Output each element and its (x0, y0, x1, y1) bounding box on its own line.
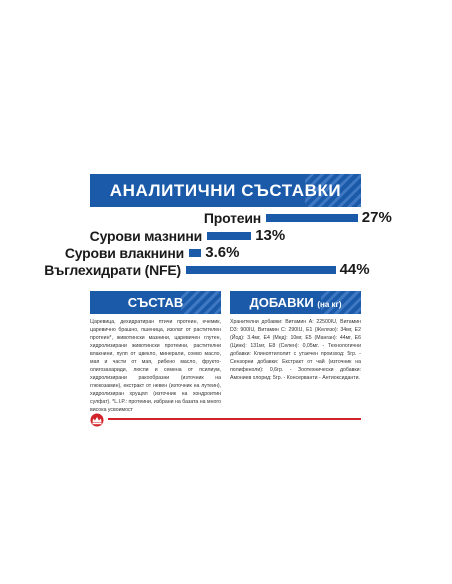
nutrient-label: Въглехидрати (NFE) (44, 262, 181, 278)
composition-title: СЪСТАВ (127, 295, 184, 310)
nutrient-value: 27% (361, 209, 392, 226)
additives-text: Хранителни добавки: Витамин А: 22500IU, Витамин D3: 900IU, Витамин С: 290IU, E1 (Желязо): 34мг, E2 (Йод): 3.4мг, E4 (Мед): 10мг, E5 (Манган): 44мг, E6 (Цинк): 131мг, E8 (Селен): 0,05мг. - Технологични добавки: Клиноптилолит с утаечен произход: 5гр. - Сензорни добавки: Екстракт от чай (източник на полифеноли): 0,6гр. - Зоотехнически добавки: Амониев хлорид: 5гр. - Консерванти - Антиоксиданти. (230, 319, 361, 381)
nutrient-bar (186, 266, 336, 274)
nutrient-bar (189, 249, 201, 257)
nutrient-row-crude-fat (90, 227, 202, 245)
composition-header (90, 291, 221, 314)
nutrient-label: Сурови влакнини (64, 245, 184, 261)
nutrient-value: 44% (339, 261, 370, 278)
additives-header (230, 291, 361, 314)
nutrient-bar (266, 214, 358, 222)
footer-red-line (108, 418, 361, 420)
royal-canin-crown-icon (88, 413, 106, 427)
nutrient-row-protein (90, 209, 261, 227)
nutrient-label: Протеин (203, 210, 261, 226)
nutrient-value: 3.6% (205, 244, 240, 261)
analytics-banner (90, 174, 361, 207)
nutrient-bar (207, 232, 251, 240)
nutrient-row-nfe (44, 261, 181, 279)
analytics-title: АНАЛИТИЧНИ СЪСТАВКИ (109, 181, 342, 200)
additives-title-text: ДОБАВКИ (249, 295, 314, 310)
additives-unit: (на кг) (317, 300, 342, 309)
nutrient-row-crude-fibre (64, 244, 184, 262)
additives-title (230, 291, 361, 314)
nutrient-value: 13% (255, 227, 286, 244)
nutrient-label: Сурови мазнини (89, 228, 202, 244)
composition-text: Царевица, дехидратиран птичи протеин, ечемик, царевично брашно, пшеница, изолат от растителен протеин*, животински мазнини, царевичен глутен, хидролизирани животински протеини, растителни влакнини, пулп от цвекло, минерали, соево масло, мая и части от мая, рибено масло, фрукто- олигозахариди, люспи и семена от псилиум, хидролизирани ракообразни (източник на глюкозамин), екстракт от невен (източник на лутеин), хидролизиран хрущял (източник на хондроитин сулфат). *L.I.P.: протеини, избрани на базата на много висока усвоимост (90, 319, 221, 413)
